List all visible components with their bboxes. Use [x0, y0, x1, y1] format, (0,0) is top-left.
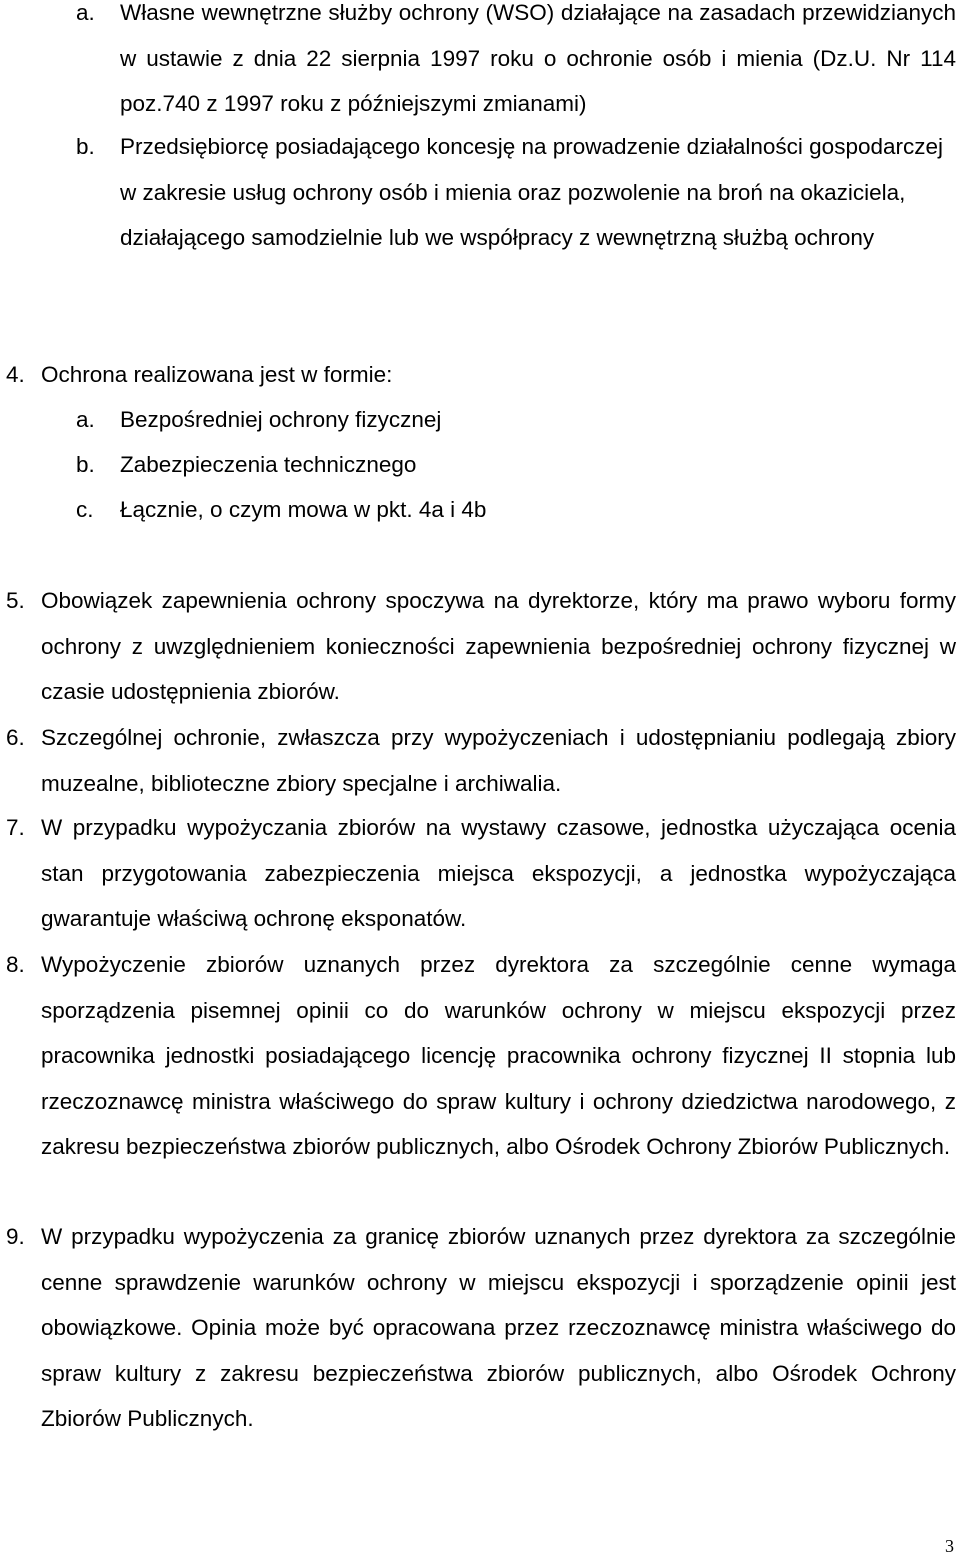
section-number: 4. — [6, 362, 25, 387]
numbered-item-6 — [0, 715, 956, 806]
numbered-item-9 — [0, 1214, 956, 1442]
list-item-b — [0, 124, 956, 261]
section-4-heading — [0, 352, 956, 398]
numbered-item-8 — [0, 942, 956, 1170]
item-number: 7. — [6, 815, 25, 840]
list-marker: b. — [76, 452, 95, 477]
list-marker: a. — [76, 0, 95, 25]
list-item-text: Przedsiębiorcę posiadającego koncesję na prowadzenie działalności gospodarczej w zakresie usług ochrony osób i mienia oraz pozwolenie na broń na okaziciela, działającego samodzielnie lub we współpracy z wewnętrzną służbą ochrony — [120, 134, 944, 250]
numbered-item-5 — [0, 578, 956, 715]
list-marker: b. — [76, 134, 95, 159]
item-text: W przypadku wypożyczenia za granicę zbiorów uznanych przez dyrektora za szczególnie cenne sprawdzenie warunków ochrony w miejscu ekspozycji i sporządzenie opinii jest obowiązkowe. Opinia może być opracowana przez rzeczoznawcę ministra właściwego do spraw kultury z zakresu bezpieczeństwa zbiorów publicznych, albo Ośrodek Ochrony Zbiorów Publicznych. — [41, 1224, 956, 1431]
list-marker: c. — [76, 497, 94, 522]
section-4-item-a — [0, 397, 956, 443]
item-number: 8. — [6, 952, 25, 977]
item-text: Wypożyczenie zbiorów uznanych przez dyrektora za szczególnie cenne wymaga sporządzenia pisemnej opinii co do warunków ochrony w miejscu ekspozycji przez pracownika jednostki posiadającego licencję pracownika ochrony fizycznej II stopnia lub rzeczoznawcę ministra właściwego do spraw kultury i ochrony dziedzictwa narodowego, z zakresu bezpieczeństwa zbiorów publicznych, albo Ośrodek Ochrony Zbiorów Publicznych. — [41, 952, 956, 1159]
item-text: Szczególnej ochronie, zwłaszcza przy wypożyczeniach i udostępnianiu podlegają zbiory muzealne, biblioteczne zbiory specjalne i archiwalia. — [41, 725, 956, 796]
numbered-item-7 — [0, 805, 956, 942]
list-item-a — [0, 0, 956, 127]
list-item-text: Bezpośredniej ochrony fizycznej — [120, 407, 442, 432]
list-item-text: Zabezpieczenia technicznego — [120, 452, 417, 477]
section-4-item-c — [0, 487, 956, 533]
item-number: 6. — [6, 725, 25, 750]
section-heading-text: Ochrona realizowana jest w formie: — [41, 362, 393, 387]
section-4-item-b — [0, 442, 956, 488]
item-text: W przypadku wypożyczania zbiorów na wystawy czasowe, jednostka użyczająca ocenia stan przygotowania zabezpieczenia miejsca ekspozycji, a jednostka wypożyczająca gwarantuje właściwą ochronę eksponatów. — [41, 815, 956, 931]
item-number: 5. — [6, 588, 25, 613]
page-number: 3 — [945, 1536, 954, 1556]
list-item-text: Własne wewnętrzne służby ochrony (WSO) działające na zasadach przewidzianych w ustawie z dnia 22 sierpnia 1997 roku o ochronie osób i mienia (Dz.U. Nr 114 poz.740 z 1997 roku z późniejszymi zmianami) — [120, 0, 956, 116]
item-text: Obowiązek zapewnienia ochrony spoczywa na dyrektorze, który ma prawo wyboru formy ochrony z uwzględnieniem konieczności zapewnienia bezpośredniej ochrony fizycznej w czasie udostępnienia zbiorów. — [41, 588, 956, 704]
list-marker: a. — [76, 407, 95, 432]
item-number: 9. — [6, 1224, 25, 1249]
list-item-text: Łącznie, o czym mowa w pkt. 4a i 4b — [120, 497, 487, 522]
